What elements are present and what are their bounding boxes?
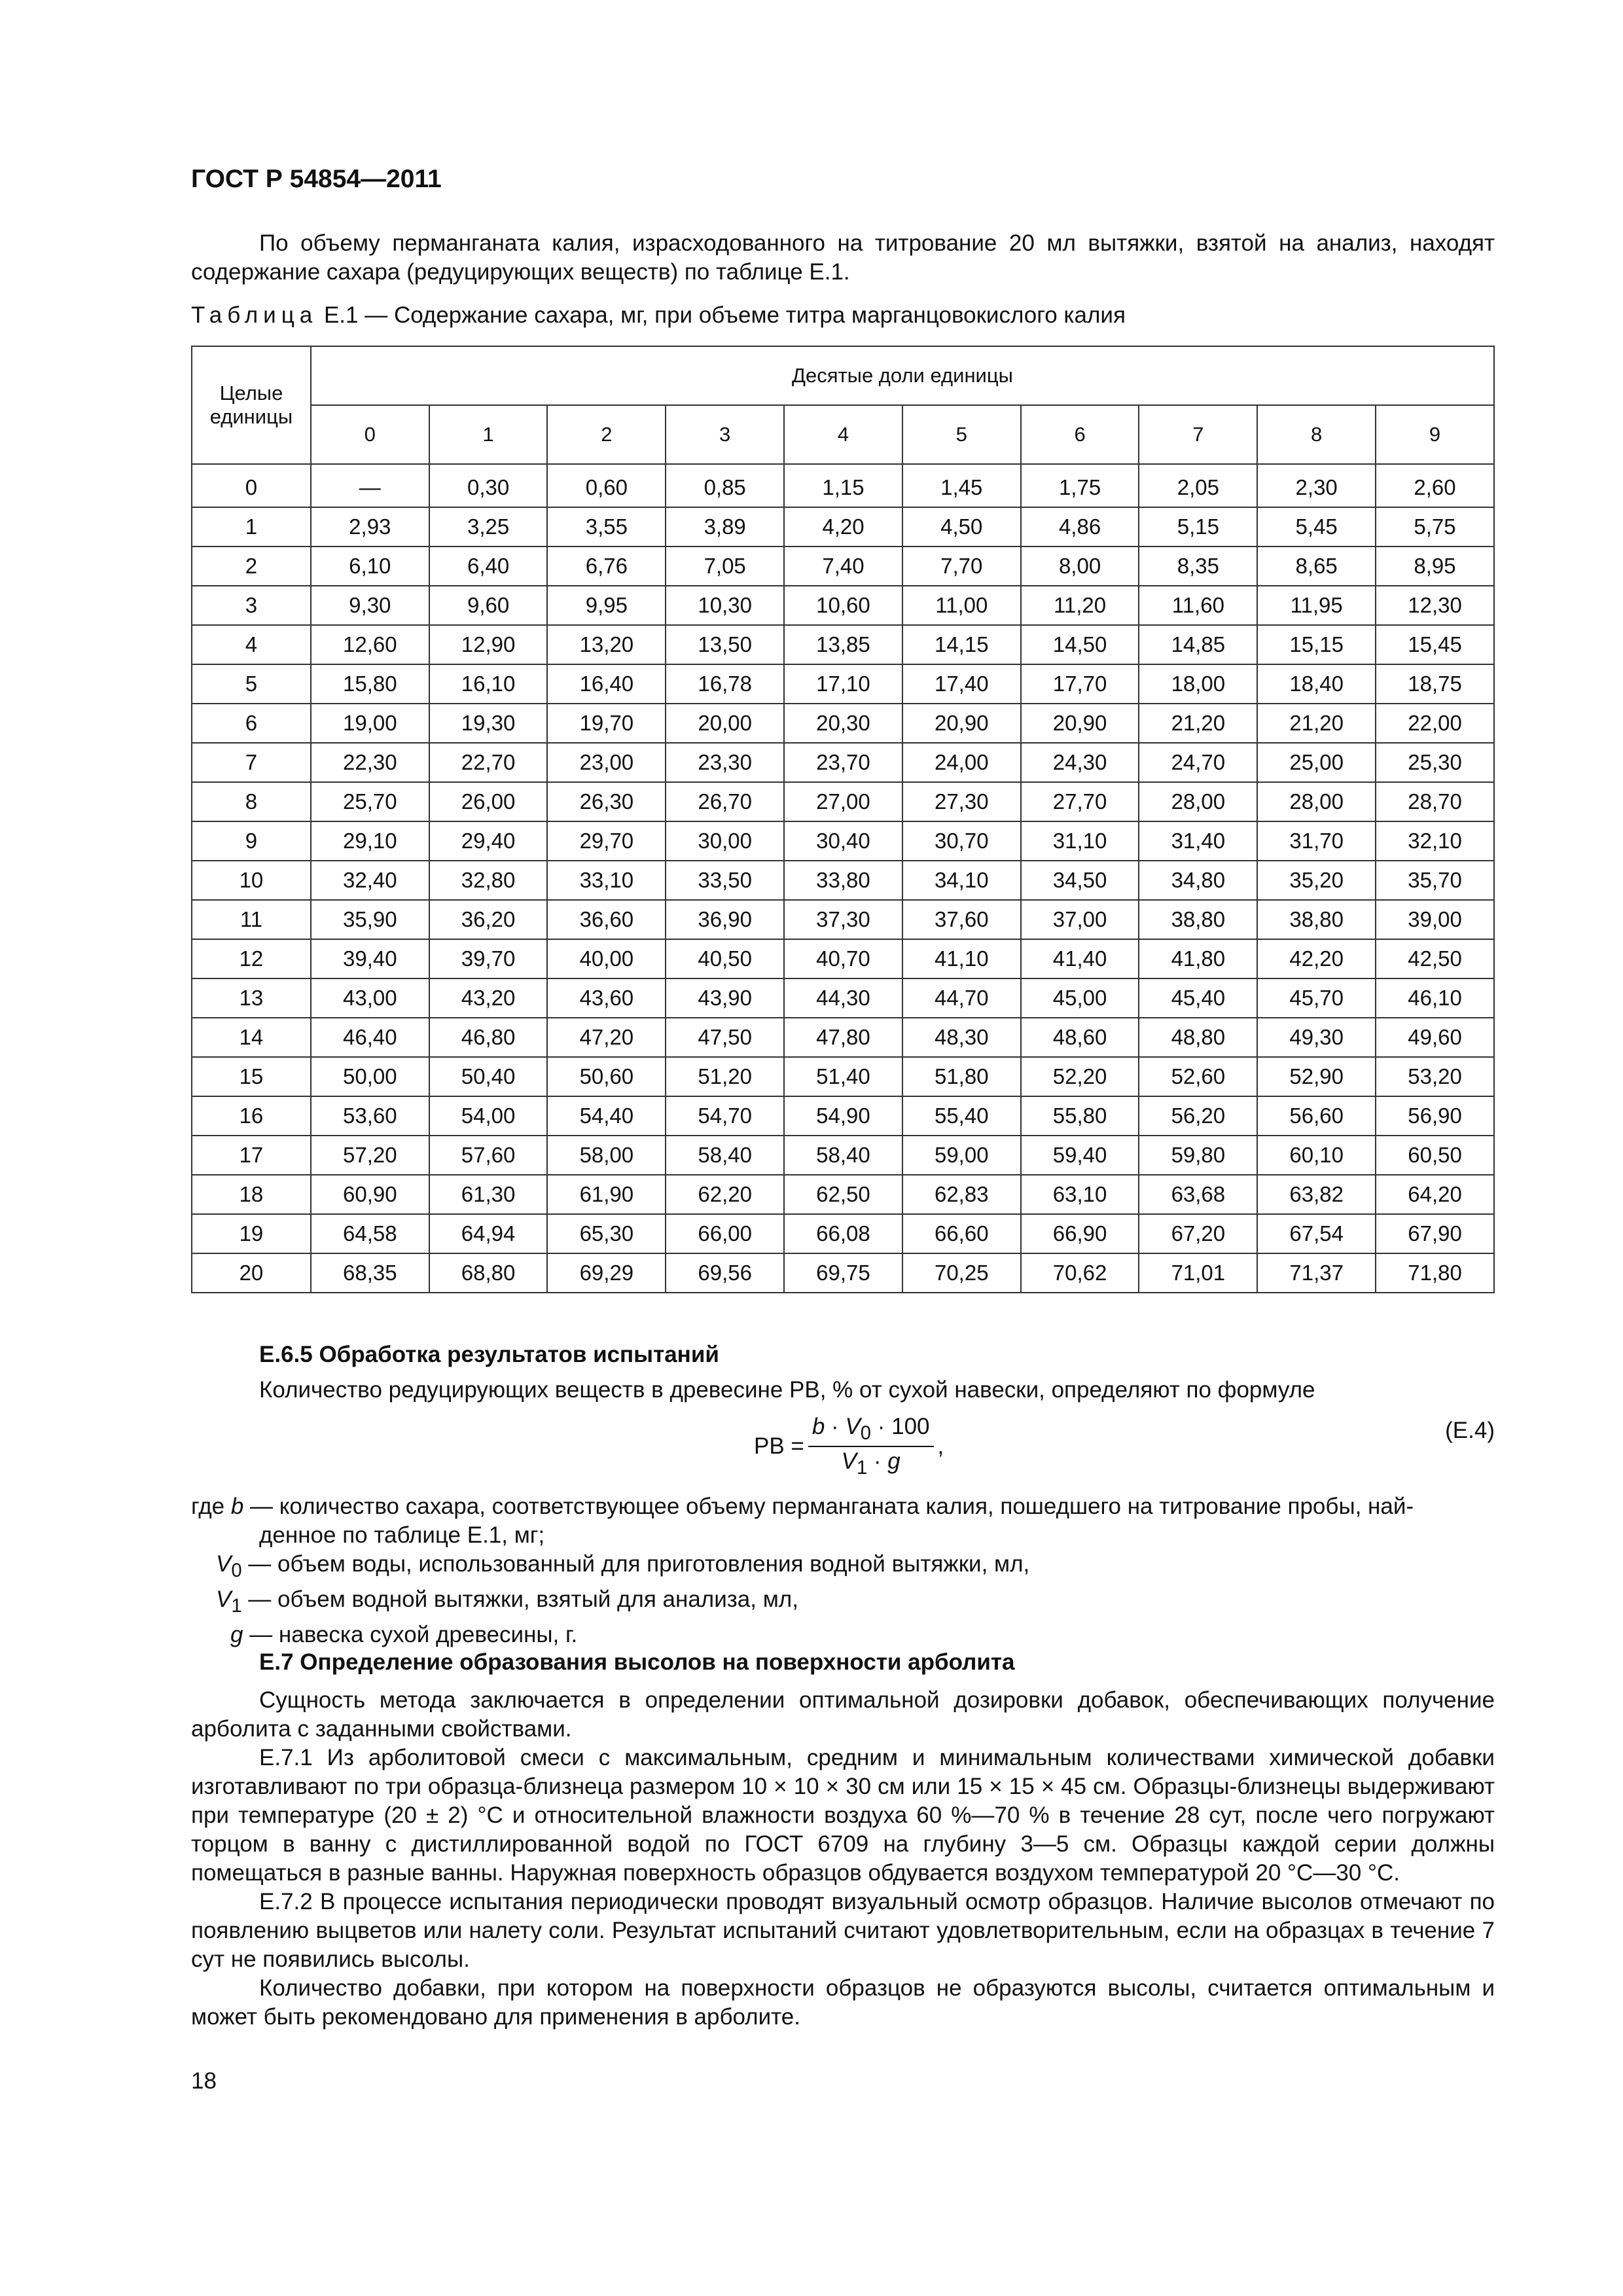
value-cell: 23,00 <box>547 743 666 782</box>
table-row <box>192 939 1494 978</box>
value-cell: 20,30 <box>784 704 902 743</box>
value-cell: 67,20 <box>1139 1214 1257 1253</box>
value-cell: 70,62 <box>1021 1253 1139 1293</box>
variable-definitions <box>191 1492 1495 1649</box>
column-header-cell: 8 <box>1257 405 1376 464</box>
formula-fraction <box>808 1414 934 1479</box>
definition-b-continued: денное по таблице Е.1, мг; <box>259 1522 545 1548</box>
value-cell: 58,40 <box>666 1136 784 1175</box>
value-cell: 33,50 <box>666 861 784 900</box>
value-cell: 8,65 <box>1257 547 1376 586</box>
value-cell: 9,30 <box>311 586 429 625</box>
value-cell: — <box>311 464 429 507</box>
value-cell: 15,45 <box>1376 625 1494 664</box>
value-cell: 43,00 <box>311 978 429 1018</box>
value-cell: 29,70 <box>547 821 666 861</box>
e7-paragraph-4: Количество добавки, при котором на поверхности образцов не образуются высолы, считается оптимальным и может быть рекомендовано для применения в арболите. <box>191 1975 1495 2030</box>
value-cell: 46,40 <box>311 1018 429 1057</box>
table-caption-text: Е.1 — Содержание сахара, мг, при объеме титра марганцовокислого калия <box>317 302 1126 328</box>
value-cell: 17,40 <box>902 664 1021 704</box>
row-label-cell: 7 <box>192 743 311 782</box>
row-label-cell: 3 <box>192 586 311 625</box>
value-cell: 22,00 <box>1376 704 1494 743</box>
value-cell: 50,60 <box>547 1057 666 1096</box>
row-label-cell: 16 <box>192 1096 311 1136</box>
value-cell: 7,05 <box>666 547 784 586</box>
value-cell: 47,80 <box>784 1018 902 1057</box>
value-cell: 29,10 <box>311 821 429 861</box>
row-label-cell: 11 <box>192 900 311 939</box>
value-cell: 39,00 <box>1376 900 1494 939</box>
value-cell: 17,70 <box>1021 664 1139 704</box>
value-cell: 2,93 <box>311 507 429 547</box>
page-number: 18 <box>191 2068 217 2094</box>
value-cell: 36,60 <box>547 900 666 939</box>
section-heading-e7: Е.7 Определение образования высолов на поверхности арболита <box>259 1649 1015 1675</box>
value-cell: 52,90 <box>1257 1057 1376 1096</box>
value-cell: 26,30 <box>547 782 666 821</box>
value-cell: 22,30 <box>311 743 429 782</box>
column-header-cell: 2 <box>547 405 666 464</box>
value-cell: 8,35 <box>1139 547 1257 586</box>
value-cell: 14,50 <box>1021 625 1139 664</box>
row-label-cell: 18 <box>192 1175 311 1214</box>
value-cell: 21,20 <box>1257 704 1376 743</box>
value-cell: 37,60 <box>902 900 1021 939</box>
value-cell: 7,70 <box>902 547 1021 586</box>
value-cell: 51,20 <box>666 1057 784 1096</box>
row-label-cell: 4 <box>192 625 311 664</box>
formula-lhs: РВ = <box>754 1433 804 1459</box>
column-header-cell: 5 <box>902 405 1021 464</box>
value-cell: 35,20 <box>1257 861 1376 900</box>
row-label-cell: 10 <box>192 861 311 900</box>
e65-paragraph: Количество редуцирующих веществ в древесине РВ, % от сухой навески, определяют по формуле <box>259 1377 1315 1403</box>
value-cell: 26,00 <box>429 782 548 821</box>
table-caption-label: Таблица <box>191 302 318 328</box>
value-cell: 17,10 <box>784 664 902 704</box>
row-label-cell: 20 <box>192 1253 311 1293</box>
value-cell: 30,70 <box>902 821 1021 861</box>
row-label-cell: 0 <box>192 464 311 507</box>
value-cell: 31,10 <box>1021 821 1139 861</box>
value-cell: 8,00 <box>1021 547 1139 586</box>
value-cell: 33,80 <box>784 861 902 900</box>
table-row <box>192 1253 1494 1293</box>
table-row <box>192 1175 1494 1214</box>
e7-paragraph-1: Сущность метода заключается в определении оптимальной дозировки добавок, обеспечивающих получение арболита с заданными свойствами. <box>191 1687 1495 1742</box>
value-cell: 14,85 <box>1139 625 1257 664</box>
value-cell: 14,15 <box>902 625 1021 664</box>
value-cell: 24,70 <box>1139 743 1257 782</box>
value-cell: 45,40 <box>1139 978 1257 1018</box>
value-cell: 32,10 <box>1376 821 1494 861</box>
value-cell: 40,00 <box>547 939 666 978</box>
value-cell: 49,30 <box>1257 1018 1376 1057</box>
value-cell: 5,75 <box>1376 507 1494 547</box>
value-cell: 10,60 <box>784 586 902 625</box>
value-cell: 69,75 <box>784 1253 902 1293</box>
value-cell: 1,45 <box>902 464 1021 507</box>
value-cell: 63,10 <box>1021 1175 1139 1214</box>
row-label-cell: 17 <box>192 1136 311 1175</box>
value-cell: 1,75 <box>1021 464 1139 507</box>
table-row <box>192 1214 1494 1253</box>
value-cell: 28,00 <box>1139 782 1257 821</box>
value-cell: 11,20 <box>1021 586 1139 625</box>
value-cell: 62,50 <box>784 1175 902 1214</box>
value-cell: 13,20 <box>547 625 666 664</box>
value-cell: 12,90 <box>429 625 548 664</box>
value-cell: 71,37 <box>1257 1253 1376 1293</box>
value-cell: 57,60 <box>429 1136 548 1175</box>
section-heading-e65: Е.6.5 Обработка результатов испытаний <box>259 1342 719 1367</box>
value-cell: 65,30 <box>547 1214 666 1253</box>
value-cell: 54,40 <box>547 1096 666 1136</box>
value-cell: 42,50 <box>1376 939 1494 978</box>
value-cell: 19,00 <box>311 704 429 743</box>
formula-e4 <box>754 1414 944 1479</box>
value-cell: 48,30 <box>902 1018 1021 1057</box>
value-cell: 69,29 <box>547 1253 666 1293</box>
value-cell: 54,00 <box>429 1096 548 1136</box>
value-cell: 25,70 <box>311 782 429 821</box>
value-cell: 66,90 <box>1021 1214 1139 1253</box>
column-header-cell: 3 <box>666 405 784 464</box>
value-cell: 48,60 <box>1021 1018 1139 1057</box>
row-header-cell: Целые единицы <box>192 346 311 464</box>
sugar-content-table <box>191 346 1495 1293</box>
table-row <box>192 1096 1494 1136</box>
value-cell: 55,80 <box>1021 1096 1139 1136</box>
value-cell: 43,60 <box>547 978 666 1018</box>
table-row <box>192 1018 1494 1057</box>
row-label-cell: 8 <box>192 782 311 821</box>
value-cell: 66,60 <box>902 1214 1021 1253</box>
value-cell: 52,20 <box>1021 1057 1139 1096</box>
value-cell: 39,70 <box>429 939 548 978</box>
value-cell: 6,10 <box>311 547 429 586</box>
value-cell: 30,00 <box>666 821 784 861</box>
value-cell: 25,30 <box>1376 743 1494 782</box>
value-cell: 2,05 <box>1139 464 1257 507</box>
table-row <box>192 664 1494 704</box>
value-cell: 60,10 <box>1257 1136 1376 1175</box>
table-row <box>192 821 1494 861</box>
value-cell: 5,15 <box>1139 507 1257 547</box>
row-label-cell: 14 <box>192 1018 311 1057</box>
row-label-cell: 5 <box>192 664 311 704</box>
intro-paragraph: По объему перманганата калия, израсходованного на титрование 20 мл вытяжки, взятой на анализ, находят содержание сахара (редуцирующих веществ) по таблице Е.1. <box>191 230 1495 285</box>
value-cell: 30,40 <box>784 821 902 861</box>
value-cell: 34,50 <box>1021 861 1139 900</box>
value-cell: 6,40 <box>429 547 548 586</box>
value-cell: 12,60 <box>311 625 429 664</box>
row-label-cell: 15 <box>192 1057 311 1096</box>
value-cell: 64,94 <box>429 1214 548 1253</box>
value-cell: 19,30 <box>429 704 548 743</box>
row-label-cell: 13 <box>192 978 311 1018</box>
e7-paragraph-3: Е.7.2 В процессе испытания периодически проводят визуальный осмотр образцов. Наличие высолов отмечают по появлению выцветов или налету соли. Результат испытаний считают удовлетворительным, если на образцах в течение 7 сут не появились высолы. <box>191 1889 1495 1972</box>
value-cell: 41,10 <box>902 939 1021 978</box>
e7-paragraph-2: Е.7.1 Из арболитовой смеси с максимальным, средним и минимальным количествами химической добавки изготавливают по три образца-близнеца размером 10 × 10 × 30 см или 15 × 15 × 45 см. Образцы-близнецы выдерживают при температуре (20 ± 2) °С и относительной влажности воздуха 60 %—70 % в течение 28 сут, после чего погружают торцом в ванну с дистиллированной водой по ГОСТ 6709 на глубину 3—5 см. Образцы каждой серии должны помещаться в разные ванны. Наружная поверхность образцов обдувается воздухом температурой 20 °С—30 °С. <box>191 1745 1495 1886</box>
value-cell: 20,90 <box>902 704 1021 743</box>
value-cell: 13,50 <box>666 625 784 664</box>
column-header-cell: 4 <box>784 405 902 464</box>
value-cell: 27,00 <box>784 782 902 821</box>
value-cell: 6,76 <box>547 547 666 586</box>
value-cell: 63,68 <box>1139 1175 1257 1214</box>
value-cell: 45,70 <box>1257 978 1376 1018</box>
table-row <box>192 625 1494 664</box>
row-label-cell: 9 <box>192 821 311 861</box>
value-cell: 43,90 <box>666 978 784 1018</box>
column-header-cell: 6 <box>1021 405 1139 464</box>
definition-b: где b — количество сахара, соответствующее объему перманганата калия, пошедшего на титрование пробы, най- <box>191 1494 1414 1519</box>
value-cell: 3,25 <box>429 507 548 547</box>
value-cell: 41,40 <box>1021 939 1139 978</box>
value-cell: 10,30 <box>666 586 784 625</box>
table-row <box>192 547 1494 586</box>
value-cell: 61,90 <box>547 1175 666 1214</box>
value-cell: 16,40 <box>547 664 666 704</box>
value-cell: 45,00 <box>1021 978 1139 1018</box>
value-cell: 48,80 <box>1139 1018 1257 1057</box>
value-cell: 64,58 <box>311 1214 429 1253</box>
value-cell: 35,90 <box>311 900 429 939</box>
value-cell: 4,50 <box>902 507 1021 547</box>
value-cell: 67,90 <box>1376 1214 1494 1253</box>
value-cell: 36,20 <box>429 900 548 939</box>
row-label-cell: 2 <box>192 547 311 586</box>
value-cell: 43,20 <box>429 978 548 1018</box>
value-cell: 31,70 <box>1257 821 1376 861</box>
value-cell: 7,40 <box>784 547 902 586</box>
value-cell: 32,40 <box>311 861 429 900</box>
value-cell: 52,60 <box>1139 1057 1257 1096</box>
value-cell: 5,45 <box>1257 507 1376 547</box>
value-cell: 20,90 <box>1021 704 1139 743</box>
section-e7-body <box>191 1686 1495 2032</box>
value-cell: 56,90 <box>1376 1096 1494 1136</box>
value-cell: 4,20 <box>784 507 902 547</box>
value-cell: 0,30 <box>429 464 548 507</box>
value-cell: 53,20 <box>1376 1057 1494 1096</box>
table-row <box>192 743 1494 782</box>
row-label-cell: 12 <box>192 939 311 978</box>
column-header-cell: 1 <box>429 405 548 464</box>
value-cell: 71,80 <box>1376 1253 1494 1293</box>
value-cell: 2,30 <box>1257 464 1376 507</box>
value-cell: 40,70 <box>784 939 902 978</box>
value-cell: 59,80 <box>1139 1136 1257 1175</box>
column-header-row <box>192 405 1494 464</box>
value-cell: 60,90 <box>311 1175 429 1214</box>
value-cell: 44,30 <box>784 978 902 1018</box>
value-cell: 61,30 <box>429 1175 548 1214</box>
value-cell: 2,60 <box>1376 464 1494 507</box>
value-cell: 33,10 <box>547 861 666 900</box>
value-cell: 66,00 <box>666 1214 784 1253</box>
value-cell: 18,75 <box>1376 664 1494 704</box>
value-cell: 29,40 <box>429 821 548 861</box>
value-cell: 69,56 <box>666 1253 784 1293</box>
value-cell: 12,30 <box>1376 586 1494 625</box>
value-cell: 63,82 <box>1257 1175 1376 1214</box>
row-label-cell: 6 <box>192 704 311 743</box>
value-cell: 35,70 <box>1376 861 1494 900</box>
value-cell: 57,20 <box>311 1136 429 1175</box>
value-cell: 3,55 <box>547 507 666 547</box>
value-cell: 56,20 <box>1139 1096 1257 1136</box>
value-cell: 39,40 <box>311 939 429 978</box>
value-cell: 68,80 <box>429 1253 548 1293</box>
value-cell: 66,08 <box>784 1214 902 1253</box>
value-cell: 54,90 <box>784 1096 902 1136</box>
value-cell: 11,95 <box>1257 586 1376 625</box>
value-cell: 64,20 <box>1376 1175 1494 1214</box>
value-cell: 36,90 <box>666 900 784 939</box>
value-cell: 32,80 <box>429 861 548 900</box>
value-cell: 37,30 <box>784 900 902 939</box>
document-id: ГОСТ Р 54854—2011 <box>191 165 442 193</box>
table-row <box>192 978 1494 1018</box>
value-cell: 8,95 <box>1376 547 1494 586</box>
value-cell: 62,20 <box>666 1175 784 1214</box>
value-cell: 47,20 <box>547 1018 666 1057</box>
value-cell: 47,50 <box>666 1018 784 1057</box>
value-cell: 16,78 <box>666 664 784 704</box>
value-cell: 59,40 <box>1021 1136 1139 1175</box>
value-cell: 21,20 <box>1139 704 1257 743</box>
value-cell: 53,60 <box>311 1096 429 1136</box>
column-header-cell: 7 <box>1139 405 1257 464</box>
value-cell: 4,86 <box>1021 507 1139 547</box>
value-cell: 9,60 <box>429 586 548 625</box>
value-cell: 38,80 <box>1257 900 1376 939</box>
definition-v1: $V_1$ — объем водной вытяжки, взятый для анализа, мл, <box>216 1587 798 1617</box>
value-cell: 26,70 <box>666 782 784 821</box>
value-cell: 59,00 <box>902 1136 1021 1175</box>
row-label-cell: 19 <box>192 1214 311 1253</box>
value-cell: 28,00 <box>1257 782 1376 821</box>
definition-g: g — навеска сухой древесины, г. <box>230 1622 578 1647</box>
value-cell: 67,54 <box>1257 1214 1376 1253</box>
value-cell: 44,70 <box>902 978 1021 1018</box>
value-cell: 15,15 <box>1257 625 1376 664</box>
value-cell: 15,80 <box>311 664 429 704</box>
value-cell: 9,95 <box>547 586 666 625</box>
formula-denominator: $V_1 \cdot g$ <box>841 1448 901 1479</box>
column-header-cell: 0 <box>311 405 429 464</box>
value-cell: 24,00 <box>902 743 1021 782</box>
value-cell: 58,40 <box>784 1136 902 1175</box>
value-cell: 71,01 <box>1139 1253 1257 1293</box>
table-row <box>192 704 1494 743</box>
value-cell: 41,80 <box>1139 939 1257 978</box>
value-cell: 27,30 <box>902 782 1021 821</box>
value-cell: 19,70 <box>547 704 666 743</box>
table-row <box>192 1057 1494 1096</box>
value-cell: 31,40 <box>1139 821 1257 861</box>
value-cell: 49,60 <box>1376 1018 1494 1057</box>
equation-number: (Е.4) <box>1445 1418 1495 1443</box>
table-row <box>192 900 1494 939</box>
value-cell: 42,20 <box>1257 939 1376 978</box>
table-body <box>192 464 1494 1293</box>
value-cell: 50,40 <box>429 1057 548 1096</box>
value-cell: 50,00 <box>311 1057 429 1096</box>
table-row <box>192 782 1494 821</box>
value-cell: 28,70 <box>1376 782 1494 821</box>
value-cell: 46,10 <box>1376 978 1494 1018</box>
table-row <box>192 586 1494 625</box>
value-cell: 1,15 <box>784 464 902 507</box>
value-cell: 40,50 <box>666 939 784 978</box>
group-header-cell: Десятые доли единицы <box>311 346 1494 405</box>
value-cell: 20,00 <box>666 704 784 743</box>
value-cell: 18,40 <box>1257 664 1376 704</box>
value-cell: 38,80 <box>1139 900 1257 939</box>
table-row <box>192 861 1494 900</box>
value-cell: 23,30 <box>666 743 784 782</box>
value-cell: 68,35 <box>311 1253 429 1293</box>
value-cell: 60,50 <box>1376 1136 1494 1175</box>
value-cell: 51,80 <box>902 1057 1021 1096</box>
table-caption <box>191 302 1126 329</box>
value-cell: 0,60 <box>547 464 666 507</box>
table-row <box>192 507 1494 547</box>
value-cell: 24,30 <box>1021 743 1139 782</box>
value-cell: 46,80 <box>429 1018 548 1057</box>
value-cell: 55,40 <box>902 1096 1021 1136</box>
value-cell: 56,60 <box>1257 1096 1376 1136</box>
value-cell: 54,70 <box>666 1096 784 1136</box>
value-cell: 16,10 <box>429 664 548 704</box>
column-header-cell: 9 <box>1376 405 1494 464</box>
value-cell: 22,70 <box>429 743 548 782</box>
value-cell: 18,00 <box>1139 664 1257 704</box>
value-cell: 0,85 <box>666 464 784 507</box>
table-row <box>192 1136 1494 1175</box>
value-cell: 34,10 <box>902 861 1021 900</box>
formula-numerator: $b \cdot V_0 \cdot 100$ <box>808 1414 934 1447</box>
value-cell: 51,40 <box>784 1057 902 1096</box>
value-cell: 62,83 <box>902 1175 1021 1214</box>
formula-trail: , <box>937 1433 944 1459</box>
value-cell: 13,85 <box>784 625 902 664</box>
value-cell: 58,00 <box>547 1136 666 1175</box>
value-cell: 11,00 <box>902 586 1021 625</box>
value-cell: 34,80 <box>1139 861 1257 900</box>
definition-v0: $V_0$ — объем воды, использованный для приготовления водной вытяжки, мл, <box>216 1551 1030 1581</box>
value-cell: 37,00 <box>1021 900 1139 939</box>
table-row <box>192 464 1494 507</box>
value-cell: 27,70 <box>1021 782 1139 821</box>
value-cell: 11,60 <box>1139 586 1257 625</box>
row-label-cell: 1 <box>192 507 311 547</box>
value-cell: 25,00 <box>1257 743 1376 782</box>
value-cell: 3,89 <box>666 507 784 547</box>
value-cell: 70,25 <box>902 1253 1021 1293</box>
value-cell: 23,70 <box>784 743 902 782</box>
